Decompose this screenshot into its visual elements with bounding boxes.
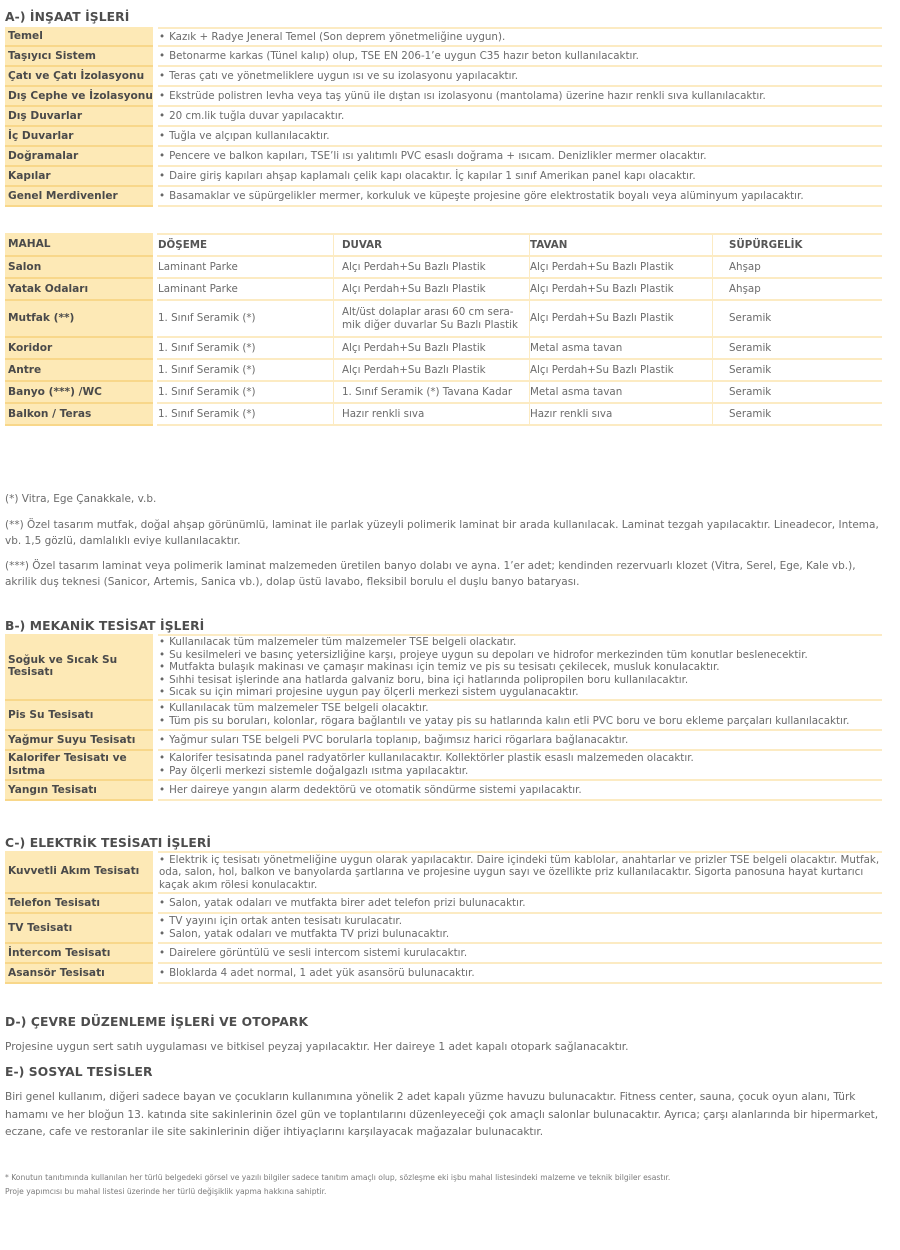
section-e-title: E-) SOSYAL TESİSLER [5,1065,153,1079]
mahal-row [5,338,882,360]
section-a-title: A-) İNŞAAT İŞLERİ [5,10,130,24]
bullet-item: • Elektrik iç tesisatı yönetmeliğine uygun olarak yapılacaktır. Daire içindeki tüm kablolar, anahtarlar ve prizler TSE belgeli olacaktır. Mutfak, oda, salon, hol, balkon ve banyolarda şartlarına ve projesine uygun sayı ve özellikte priz kullanılacaktır. Sigorta panosuna hayat kurtarıcı kaçak akım rölesi konulacaktır. [159,854,882,892]
mahal-cell: 1. Sınıf Seramik (*) [157,301,334,338]
mahal-column-header: TAVAN [530,233,713,257]
bullet-item: • Dairelere görüntülü ve sesli intercom sistemi kurulacaktır. [159,947,882,960]
mahal-column-header: SÜPÜRGELİK [713,233,882,257]
spec-row-value [158,167,882,187]
mahal-row [5,404,882,426]
footnotes [5,491,885,591]
mahal-cell: 1. Sınıf Seramik (*) [157,404,334,426]
mahal-cell: Alçı Perdah+Su Bazlı Plastik [334,257,530,279]
spec-row-value [158,127,882,147]
spec-row-label: Temel [5,27,153,47]
bullet-item: • 20 cm.lik tuğla duvar yapılacaktır. [159,110,882,123]
mahal-cell: 1. Sınıf Seramik (*) Tavana Kadar [334,382,530,404]
mahal-cell: Ahşap [713,279,882,301]
spec-row-label: Genel Merdivenler [5,187,153,207]
bullet-item: • Salon, yatak odaları ve mutfakta TV prizi bulunacaktır. [159,928,882,941]
spec-row [5,107,882,127]
spec-row-value [158,634,882,701]
bullet-item: • Tüm pis su boruları, kolonlar, rögara bağlantılı ve yatay pis su hatlarında kalın etli PVC boru ve boru ekleme parçaları kullanılacaktır. [159,715,882,728]
mahal-cell: Hazır renkli sıva [334,404,530,426]
spec-row [5,634,882,701]
bullet-item: • Basamaklar ve süpürgelikler mermer, korkuluk ve küpeşte projesine göre elektrostatik boyalı veya alüminyum yapılacaktır. [159,190,882,203]
bullet-item: • Yağmur suları TSE belgeli PVC borularla toplanıp, bağımsız harici rögarlara bağlanacaktır. [159,734,882,747]
spec-row [5,27,882,47]
insaat-isleri-table [5,27,882,207]
spec-row-label: TV Tesisatı [5,914,153,944]
section-c-title: C-) ELEKTRİK TESİSATI İŞLERİ [5,836,212,850]
spec-row [5,127,882,147]
section-b [5,618,204,634]
spec-row [5,964,882,984]
mahal-cell: Hazır renkli sıva [530,404,713,426]
footnote-2: (**) Özel tasarım mutfak, doğal ahşap görünümlü, laminat ile parlak yüzeyli polimerik laminat bir arada kullanılacak. Laminat tezgah yapılacaktır. Lineadecor, Intema, vb. 1,5 gözlü, damlalıklı eviye kullanılacaktır. [5,518,879,547]
spec-row-value [158,27,882,47]
mahal-cell: Alçı Perdah+Su Bazlı Plastik [334,338,530,360]
section-e [5,1064,885,1142]
spec-row-label: Dış Cephe ve İzolasyonu [5,87,153,107]
bullet-item: • Sıhhi tesisat işlerinde ana hatlarda galvaniz boru, bina içi hatlarında polipropilen boru kullanılacaktır. [159,674,882,687]
spec-row-label: Kuvvetli Akım Tesisatı [5,851,153,894]
spec-row-value [158,914,882,944]
spec-row-value [158,107,882,127]
spec-row-value [158,851,882,894]
section-d-title: D-) ÇEVRE DÜZENLEME İŞLERİ VE OTOPARK [5,1015,309,1029]
spec-row [5,731,882,751]
spec-row [5,87,882,107]
mahal-room-name: Antre [5,360,153,382]
disclaimer-line-1: * Konutun tanıtımında kullanılan her türlü belgedeki görsel ve yazılı bilgiler sadece tanıtım amaçlı olup, sözleşme eki işbu mahal listesindeki malzeme ve teknik bilgiler esastır. [5,1173,671,1182]
bullet-item: • Daire giriş kapıları ahşap kaplamalı çelik kapı olacaktır. İç kapılar 1 sınıf Amerikan panel kapı olacaktır. [159,170,882,183]
spec-row-label: Asansör Tesisatı [5,964,153,984]
section-d [5,1014,885,1057]
mahal-room-name: Salon [5,257,153,279]
mahal-column-header: DUVAR [334,233,530,257]
mahal-cell: Alçı Perdah+Su Bazlı Plastik [530,360,713,382]
bullet-item: • Kalorifer tesisatında panel radyatörler kullanılacaktır. Kollektörler plastik esaslı malzemeden olacaktır. [159,752,882,765]
bullet-item: • Kazık + Radye Jeneral Temel (Son deprem yönetmeliğine uygun). [159,31,882,44]
spec-row [5,187,882,207]
mahal-room-name: Balkon / Teras [5,404,153,426]
spec-row-value [158,67,882,87]
bullet-item: • Pay ölçerli merkezi sistemle doğalgazlı ısıtma yapılacaktır. [159,765,882,778]
mahal-room-name: Koridor [5,338,153,360]
spec-row-label: Pis Su Tesisatı [5,701,153,731]
spec-row-label: İntercom Tesisatı [5,944,153,964]
mahal-cell: Alçı Perdah+Su Bazlı Plastik [530,301,713,338]
bullet-item: • Kullanılacak tüm malzemeler TSE belgeli olacaktır. [159,702,882,715]
footnote-1: (*) Vitra, Ege Çanakkale, v.b. [5,493,157,505]
spec-row [5,944,882,964]
spec-row-value [158,47,882,67]
bullet-item: • Kullanılacak tüm malzemeler tüm malzemeler TSE belgeli olackatır. [159,636,882,649]
section-c [5,835,211,851]
disclaimer-line-2: Proje yapımcısı bu mahal listesi üzerinde her türlü değişiklik yapma hakkına sahiptir. [5,1187,327,1196]
bullet-item: • Her daireye yangın alarm dedektörü ve otomatik söndürme sistemi yapılacaktır. [159,784,882,797]
spec-row-value [158,701,882,731]
spec-row [5,67,882,87]
spec-row [5,147,882,167]
mahal-cell: Seramik [713,360,882,382]
spec-row [5,851,882,894]
bullet-item: • Sıcak su için mimari projesine uygun pay ölçerli merkezi sistem uygulanacaktır. [159,686,882,699]
mahal-cell: 1. Sınıf Seramik (*) [157,338,334,360]
spec-row [5,47,882,67]
spec-row-value [158,731,882,751]
mahal-row [5,279,882,301]
section-b-table [5,634,882,801]
spec-row-label: Dış Duvarlar [5,107,153,127]
mahal-cell: Seramik [713,301,882,338]
spec-row-label: Çatı ve Çatı İzolasyonu [5,67,153,87]
mahal-cell: Alçı Perdah+Su Bazlı Plastik [530,279,713,301]
spec-row-label: Doğramalar [5,147,153,167]
spec-row-value [158,964,882,984]
bullet-item: • Ekstrüde polistren levha veya taş yünü ile dıştan ısı izolasyonu (mantolama) üzerine hazır renkli sıva kullanılacaktır. [159,90,882,103]
mekanik-tesisat-table [5,634,882,801]
spec-row-value [158,147,882,167]
section-a [5,9,129,25]
mahal-room-name: Mutfak (**) [5,301,153,338]
mahal-column-header: DÖŞEME [157,233,334,257]
bullet-item: • Salon, yatak odaları ve mutfakta birer adet telefon prizi bulunacaktır. [159,897,882,910]
spec-row [5,894,882,914]
mahal-room-name: Banyo (***) /WC [5,382,153,404]
mahal-cell: Laminant Parke [157,279,334,301]
mahal-header-label: MAHAL [5,233,153,257]
spec-row [5,781,882,801]
spec-row-label: Telefon Tesisatı [5,894,153,914]
section-a-table [5,27,882,207]
spec-row-value [158,944,882,964]
mahal-cell: 1. Sınıf Seramik (*) [157,360,334,382]
spec-row [5,167,882,187]
mahal-cell: Laminant Parke [157,257,334,279]
spec-row-label: Kalorifer Tesisatı ve Isıtma [5,751,153,781]
section-b-title: B-) MEKANİK TESİSAT İŞLERİ [5,619,205,633]
spec-row [5,701,882,731]
bullet-item: • Teras çatı ve yönetmeliklere uygun ısı ve su izolasyonu yapılacaktır. [159,70,882,83]
mahal-row [5,360,882,382]
mahal-cell: Alt/üst dolaplar arası 60 cm sera- mik diğer duvarlar Su Bazlı Plastik [334,301,530,338]
spec-row-label: İç Duvarlar [5,127,153,147]
bullet-item: • Pencere ve balkon kapıları, TSE’li ısı yalıtımlı PVC esaslı doğrama + ısıcam. Denizlikler mermer olacaktır. [159,150,882,163]
disclaimer [5,1171,885,1199]
spec-row-value [158,894,882,914]
mahal-cell: 1. Sınıf Seramik (*) [157,382,334,404]
bullet-item: • Bloklarda 4 adet normal, 1 adet yük asansörü bulunacaktır. [159,967,882,980]
spec-row-value [158,751,882,781]
mahal-cell: Metal asma tavan [530,338,713,360]
mahal-cell: Metal asma tavan [530,382,713,404]
section-e-text: Biri genel kullanım, diğeri sadece bayan ve çocukların kullanımına yönelik 2 adet kapalı yüzme havuzu bulunacaktır. Fitness center, sauna, çocuk oyun alanı, Türk hamamı ve her bloğun 13. katında site sakinlerinin özel gün ve toplantılarını düzenleyeceği çok amaçlı salonlar bulunacaktır. Ayrıca; çarşı alanlarında bir hipermarket, eczane, cafe ve restoranlar ile site sakinlerinin diğer ihtiyaçlarını karşılayacak mağazalar bulunacaktır. [5,1091,879,1138]
mahal-cell: Ahşap [713,257,882,279]
spec-row-label: Yağmur Suyu Tesisatı [5,731,153,751]
mahal-cell: Seramik [713,404,882,426]
spec-row [5,751,882,781]
footnote-3: (***) Özel tasarım laminat veya polimerik laminat malzemeden üretilen banyo dolabı ve ayna. 1’er adet; kendinden rezervuarlı klozet (Vitra, Serel, Ege, Kale vb.), akrilik duş teknesi (Sanicor, Artemis, Sanica vb.), dolap üstü lavabo, fleksibil borulu el duşlu banyo bataryası. [5,559,856,588]
section-d-text: Projesine uygun sert satıh uygulaması ve bitkisel peyzaj yapılacaktır. Her daireye 1 adet kapalı otopark sağlanacaktır. [5,1041,629,1053]
mahal-row [5,301,882,338]
mahal-cell: Alçı Perdah+Su Bazlı Plastik [530,257,713,279]
bullet-item: • Su kesilmeleri ve basınç yetersizliğine karşı, projeye uygun su depoları ve hidrofor merkezinden tüm konutlar beslenecektir. [159,649,882,662]
spec-row-value [158,187,882,207]
spec-row [5,914,882,944]
bullet-item: • Betonarme karkas (Tünel kalıp) olup, TSE EN 206-1’e uygun C35 hazır beton kullanılacaktır. [159,50,882,63]
mahal-row [5,257,882,279]
spec-row-label: Taşıyıcı Sistem [5,47,153,67]
mahal-table-wrap [5,233,882,426]
mahal-header-row [5,233,882,257]
mahal-cell: Seramik [713,338,882,360]
bullet-item: • TV yayını için ortak anten tesisatı kurulacatır. [159,915,882,928]
spec-row-label: Yangın Tesisatı [5,781,153,801]
bullet-item: • Tuğla ve alçıpan kullanılacaktır. [159,130,882,143]
mahal-cell: Alçı Perdah+Su Bazlı Plastik [334,360,530,382]
elektrik-tesisati-table [5,851,882,984]
spec-row-value [158,781,882,801]
spec-row-label: Kapılar [5,167,153,187]
section-c-table [5,851,882,984]
mahal-room-name: Yatak Odaları [5,279,153,301]
mahal-row [5,382,882,404]
mahal-cell: Seramik [713,382,882,404]
spec-row-value [158,87,882,107]
spec-row-label: Soğuk ve Sıcak Su Tesisatı [5,634,153,701]
bullet-item: • Mutfakta bulaşık makinası ve çamaşır makinası için temiz ve pis su tesisatı çekilecek, musluk konulacaktır. [159,661,882,674]
mahal-table [5,233,882,426]
mahal-cell: Alçı Perdah+Su Bazlı Plastik [334,279,530,301]
